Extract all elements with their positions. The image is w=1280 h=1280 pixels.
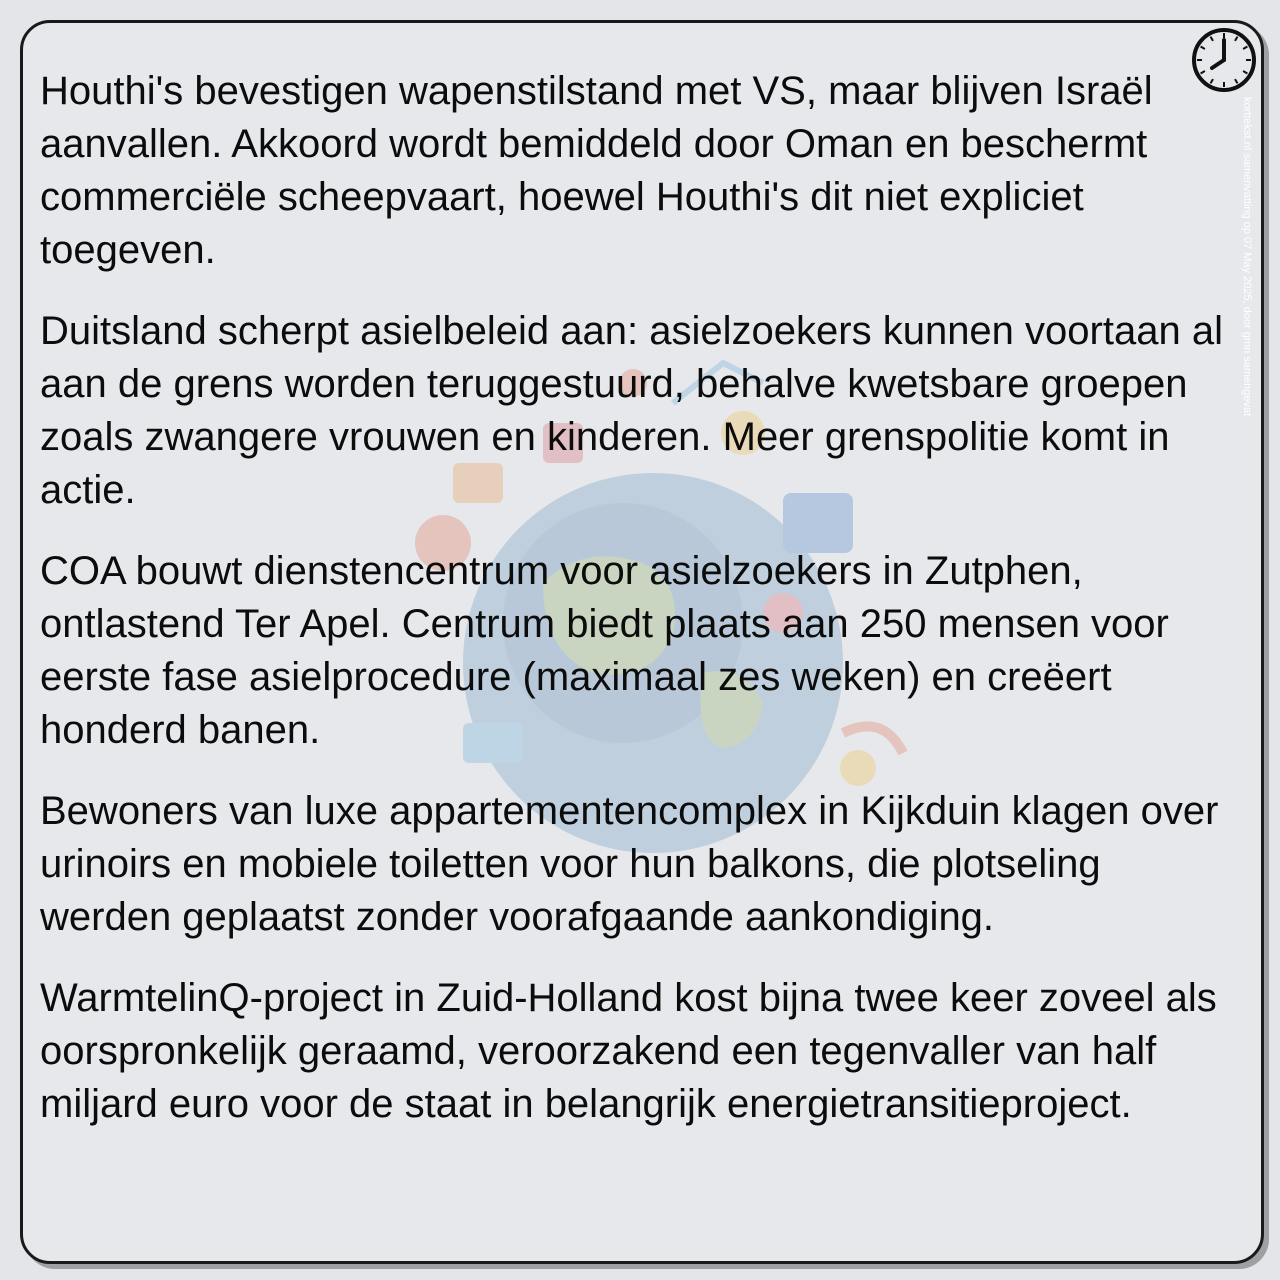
news-item: Bewoners van luxe appartementencomplex in Kijkduin klagen over urinoirs en mobiele toiletten voor hun balkons, die plotseling werden geplaatst zonder voorafgaande aankondiging. bbox=[40, 789, 1219, 939]
news-item: WarmtelinQ-project in Zuid-Holland kost bijna twee keer zoveel als oorspronkelijk geraamd, veroorzakend een tegenvaller van half miljard euro voor de staat in belangrijk energietransitieproject. bbox=[40, 976, 1217, 1126]
news-item: Duitsland scherpt asielbeleid aan: asielzoekers kunnen voortaan al aan de grens worden teruggestuurd, behalve kwetsbare groepen zoals zwangere vrouwen en kinderen. Meer grenspolitie komt in actie. bbox=[40, 309, 1223, 512]
news-card bbox=[20, 20, 1264, 1264]
news-item: COA bouwt dienstencentrum voor asielzoekers in Zutphen, ontlastend Ter Apel. Centrum biedt plaats aan 250 mensen voor eerste fase asielprocedure (maximaal zes weken) en creëert honderd banen. bbox=[40, 549, 1169, 752]
news-item: Houthi's bevestigen wapenstilstand met VS, maar blijven Israël aanvallen. Akkoord wordt bemiddeld door Oman en beschermt commerciële scheepvaart, hoewel Houthi's dit niet expliciet toegeven. bbox=[40, 69, 1153, 272]
news-list bbox=[40, 65, 1240, 1159]
clock-icon bbox=[1191, 27, 1257, 93]
credit-text: korttekst.nl samenvatting op 07 May 2025, door gmn samengevat bbox=[1241, 97, 1253, 417]
